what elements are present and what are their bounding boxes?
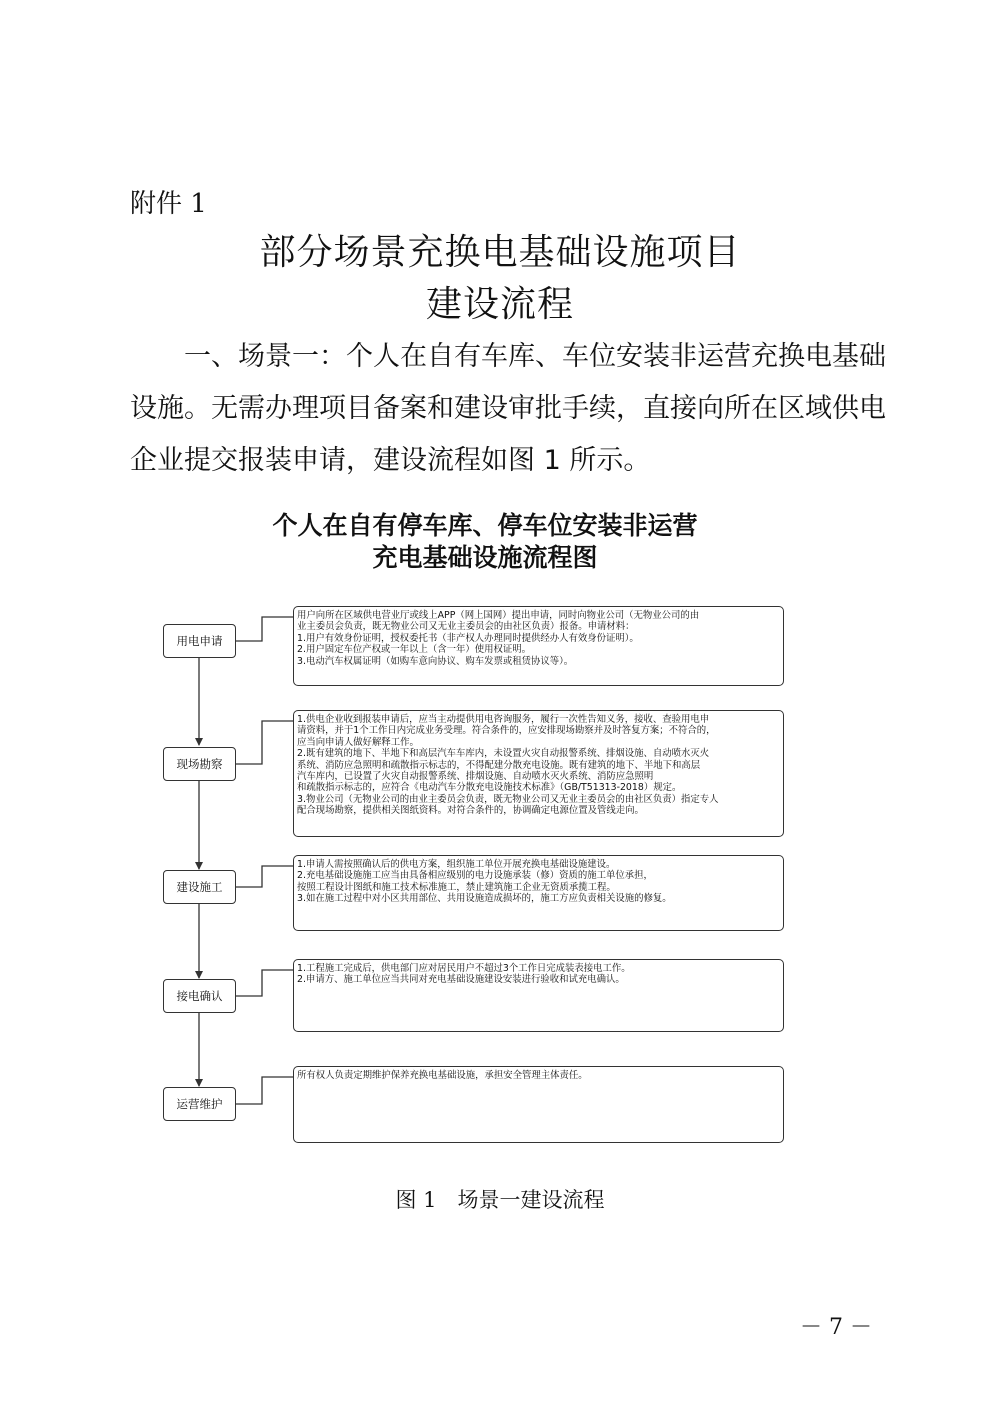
- step-description-construction: [293, 855, 784, 931]
- link-step4: [236, 970, 293, 996]
- description-line: 1.工程施工完成后，供电部门应对居民用户不超过3个工作日完成装表接电工作。: [297, 963, 631, 974]
- page-number: － 7 －: [800, 1315, 872, 1340]
- description-line: 配合现场勘察，提供相关图纸资料。对符合条件的，协调确定电源位置及管线走向。: [297, 805, 644, 817]
- description-line: 2.既有建筑的地下、半地下和高层汽车车库内，未设置火灾自动报警系统、排烟设施、自动喷水灭火: [297, 748, 710, 760]
- link-step3: [236, 866, 293, 887]
- description-line: 3.电动汽车权属证明（如购车意向协议、购车发票或租赁协议等）。: [297, 655, 574, 667]
- description-line: 业主委员会负责，既无物业公司又无业主委员会的由社区负责）报备。申请材料：: [297, 621, 635, 633]
- step-box-construction: 建设施工: [163, 870, 236, 904]
- description-line: 3.如在施工过程中对小区共用部位、共用设施造成损坏的，施工方应负责相关设施的修复。: [297, 893, 672, 905]
- step-description-survey: [293, 710, 784, 837]
- paragraph-line-1: 一、场景一：个人在自有车库、车位安装非运营充换电基础: [184, 341, 886, 372]
- step-description-maintenance: [293, 1066, 784, 1143]
- step-box-maintenance: 运营维护: [163, 1087, 236, 1121]
- description-line: 2.申请方、施工单位应当共同对充电基础设施建设安装进行验收和试充电确认。: [297, 974, 625, 986]
- description-line: 应当向申请人做好解释工作。: [297, 736, 419, 748]
- link-step1: [236, 617, 293, 641]
- flowchart-title-line-1: 个人在自有停车库、停车位安装非运营: [272, 511, 698, 540]
- step-description-connection: [293, 959, 784, 1032]
- description-line: 请资料，并于1个工作日内完成业务受理。符合条件的，应安排现场勘察并及时答复方案；不符合的，: [297, 725, 716, 737]
- description-line: 2.充电基础设施施工应当由具备相应级别的电力设施承装（修）资质的施工单位承担，: [297, 870, 653, 882]
- description-line: 系统、消防应急照明和疏散指示标志的，不得配建分散充电设施。既有建筑的地下、半地下和高层: [297, 759, 701, 771]
- step-box-survey: 现场勘察: [163, 747, 236, 781]
- paragraph-line-3: 企业提交报装申请，建设流程如图 1 所示。: [130, 445, 651, 476]
- description-line: 按照工程设计图纸和施工技术标准施工，禁止建筑施工企业无资质承揽工程。: [297, 881, 616, 893]
- figure-caption: 图 1 场景一建设流程: [395, 1188, 605, 1212]
- step-box-apply: 用电申请: [163, 624, 236, 658]
- description-line: 用户向所在区域供电营业厅或线上APP（网上国网）提出申请，同时向物业公司（无物业公司的由: [297, 610, 700, 621]
- description-line: 3.物业公司（无物业公司的由业主委员会负责，既无物业公司又无业主委员会的由社区负责）指定专人: [297, 793, 719, 805]
- step-description-apply: [293, 606, 784, 686]
- document-title-line-2: 建设流程: [425, 284, 574, 325]
- step-box-connection: 接电确认: [163, 979, 236, 1013]
- description-line: 1.用户有效身份证明，授权委托书（非产权人办理同时提供经办人有效身份证明）。: [297, 632, 639, 644]
- link-step5: [236, 1077, 293, 1104]
- description-line: 所有权人负责定期维护保养充换电基础设施，承担安全管理主体责任。: [297, 1070, 588, 1081]
- annex-label: 附件 1: [130, 189, 207, 219]
- paragraph-line-2: 设施。无需办理项目备案和建设审批手续，直接向所在区域供电: [130, 393, 886, 424]
- description-line: 1.申请人需按照确认后的供电方案，组织施工单位开展充换电基础设施建设。: [297, 859, 616, 870]
- description-line: 和疏散指示标志的，应符合《电动汽车分散充电设施技术标准》（GB/T51313-2018）规定。: [297, 782, 682, 794]
- flowchart-title-line-2: 充电基础设施流程图: [372, 543, 598, 572]
- document-title-line-1: 部分场景充换电基础设施项目: [259, 232, 741, 273]
- description-line: 汽车库内，已设置了火灾自动报警系统、排烟设施、自动喷水灭火系统、消防应急照明: [297, 771, 654, 783]
- description-line: 2.用户固定车位产权或一年以上（含一年）使用权证明。: [297, 644, 531, 656]
- link-step2: [236, 721, 293, 764]
- description-line: 1.供电企业收到报装申请后，应当主动提供用电咨询服务，履行一次性告知义务，接收、查验用电申: [297, 714, 710, 725]
